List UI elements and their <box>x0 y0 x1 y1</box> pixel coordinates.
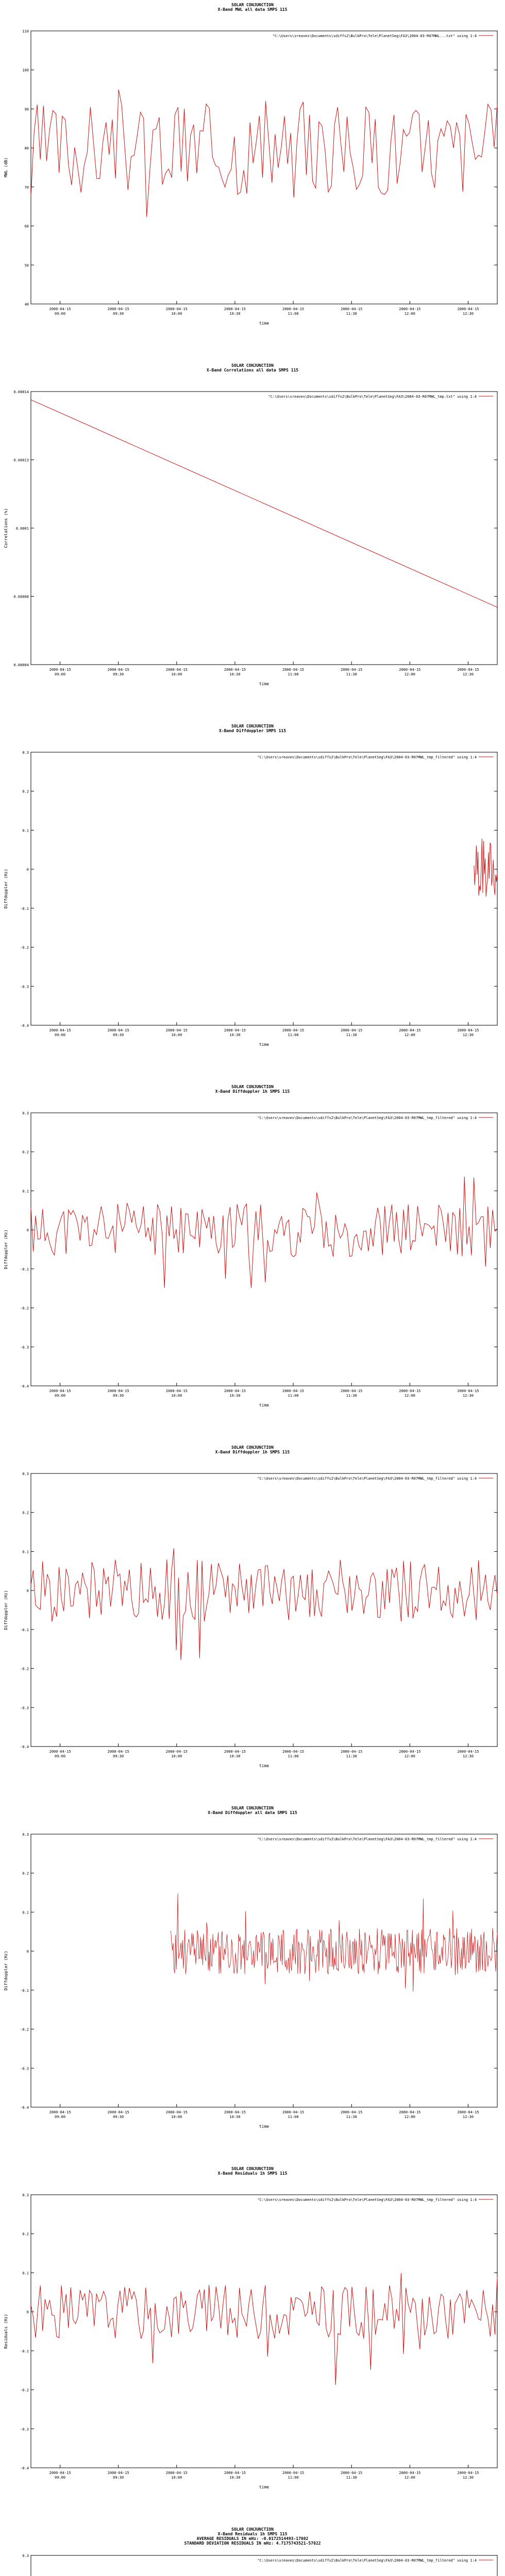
x-tick-label: 2000-04-15 <box>107 1389 129 1393</box>
series-line <box>31 1177 497 1288</box>
x-tick-label: 2000-04-15 <box>341 1750 363 1754</box>
y-tick-label: 0.1 <box>22 1189 29 1194</box>
y-tick-label: 60 <box>24 224 29 229</box>
x-tick-label: 2000-04-15 <box>107 307 129 311</box>
x-axis-label: time <box>259 1764 270 1768</box>
y-tick-label: 0.0001 <box>15 527 29 531</box>
series-line <box>31 2273 497 2385</box>
x-tick-label: 10:30 <box>229 2476 241 2480</box>
x-tick-label: 10:30 <box>229 1033 241 1037</box>
x-tick-label: 2000-04-15 <box>107 2110 129 2114</box>
legend-label: "C:\Users\sreaves\Documents\sdiffs2\BulkPro\Tele\PlanetSeg\FA3\2004-03-R07MWL_tmp_filtered" using 1:4 <box>257 2198 477 2202</box>
y-tick-label: -0.4 <box>20 1024 29 1028</box>
chart-subtitle: X-Band Residuals 1h SMPS 115 <box>217 2532 288 2536</box>
x-tick-label: 10:30 <box>229 312 241 316</box>
y-tick-label: 0.3 <box>22 1833 29 1837</box>
y-tick-label: -0.4 <box>20 1384 29 1388</box>
y-tick-label: -0.4 <box>20 2466 29 2470</box>
x-tick-label: 2000-04-15 <box>165 307 188 311</box>
y-axis-label: Diffdoppler (Hz) <box>4 1951 8 1991</box>
chart-subtitle: X-Band Diffdoppler SMPS 115 <box>218 728 287 733</box>
x-tick-label: 2000-04-15 <box>457 2110 479 2114</box>
x-tick-label: 2000-04-15 <box>457 1389 479 1393</box>
x-tick-label: 10:00 <box>171 2115 182 2119</box>
x-tick-label: 2000-04-15 <box>49 307 71 311</box>
x-tick-label: 2000-04-15 <box>49 2110 71 2114</box>
y-tick-label: 0.1 <box>22 1910 29 1915</box>
chart-title: SOLAR CONJUNCTION <box>231 1084 274 1089</box>
legend-label: "C:\Users\sreaves\Documents\sdiffs2\BulkPro\Tele\PlanetSeg\FA3\2004-03-R07MWL_tmp_filtered" using 1:4 <box>257 1477 477 1481</box>
series-line <box>31 400 497 607</box>
chart-title: SOLAR CONJUNCTION <box>231 363 274 368</box>
plot-frame <box>31 1113 497 1386</box>
x-tick-label: 09:00 <box>55 312 66 316</box>
legend-label: "C:\Users\sreaves\Documents\sdiffs2\BulkPro\Tele\PlanetSeg\FA3\2004-03-R07MWL_tmp.txt" using 1:4 <box>268 395 477 399</box>
y-tick-label: 0.1 <box>22 1550 29 1554</box>
series-line <box>171 1893 498 1992</box>
chart-panel-4 <box>0 1082 505 1443</box>
y-tick-label: 0.3 <box>22 2554 29 2558</box>
x-tick-label: 12:30 <box>462 672 474 676</box>
chart-panel-2 <box>0 361 505 721</box>
y-tick-label: 0 <box>26 1589 29 1594</box>
y-axis-label: Correlations (%) <box>4 508 8 548</box>
x-tick-label: 10:30 <box>229 1754 241 1758</box>
x-tick-label: 2000-04-15 <box>224 1028 246 1032</box>
x-axis-label: time <box>259 2124 270 2129</box>
chart-subtitle: X-Band Residuals 1h SMPS 115 <box>217 2171 288 2176</box>
y-tick-label: -0.1 <box>20 906 29 911</box>
x-tick-label: 2000-04-15 <box>49 668 71 672</box>
x-tick-label: 12:30 <box>462 1394 474 1398</box>
x-tick-label: 2000-04-15 <box>341 1028 363 1032</box>
x-tick-label: 09:30 <box>113 1754 124 1758</box>
x-tick-label: 2000-04-15 <box>341 2471 363 2475</box>
x-tick-label: 11:30 <box>346 672 357 676</box>
series-line <box>31 90 497 217</box>
x-tick-label: 2000-04-15 <box>165 668 188 672</box>
y-tick-label: -0.3 <box>20 985 29 989</box>
y-tick-label: -0.3 <box>20 1706 29 1710</box>
x-tick-label: 10:00 <box>171 2476 182 2480</box>
legend-label: "C:\Users\sreaves\Documents\sdiffs2\BulkPro\Tele\PlanetSeg\FA3\2004-03-R07MWL_tmp_filtered" using 1:4 <box>257 1837 477 1841</box>
x-tick-label: 10:00 <box>171 672 182 676</box>
plot-frame <box>31 752 497 1025</box>
y-tick-label: 0.3 <box>22 1472 29 1476</box>
x-tick-label: 11:00 <box>288 1033 299 1037</box>
x-tick-label: 12:00 <box>404 1754 415 1758</box>
chart-title: SOLAR CONJUNCTION <box>231 3 274 7</box>
chart-subtitle: X-Band MWL all data SMPS 115 <box>217 7 288 12</box>
x-tick-label: 2000-04-15 <box>165 2110 188 2114</box>
legend-label: "C:\Users\sreaves\Documents\sdiffs2\BulkPro\Tele\PlanetSeg\FA3\2004-03-R07MWL_tmp_filtered" using 1:4 <box>257 1116 477 1120</box>
x-tick-label: 09:00 <box>55 2476 66 2480</box>
y-tick-label: 0.2 <box>22 789 29 794</box>
chart-subtitle: X-Band Diffdoppler 1h SMPS 115 <box>215 1089 290 1094</box>
y-tick-label: 100 <box>22 68 29 73</box>
plot-frame <box>31 2195 497 2468</box>
y-axis-label: Diffdoppler (Hz) <box>4 1229 8 1269</box>
chart-title: SOLAR CONJUNCTION <box>231 1806 274 1810</box>
x-tick-label: 2000-04-15 <box>224 1750 246 1754</box>
y-tick-label: -0.2 <box>20 1306 29 1311</box>
y-tick-label: -0.3 <box>20 2427 29 2432</box>
x-tick-label: 10:00 <box>171 312 182 316</box>
x-tick-label: 12:00 <box>404 1394 415 1398</box>
x-tick-label: 12:30 <box>462 1033 474 1037</box>
y-tick-label: 0.3 <box>22 1111 29 1115</box>
x-tick-label: 2000-04-15 <box>165 1750 188 1754</box>
chart-subtitle: STANDARD DEVIATION RESIDUALS IN mHz: 4.7175743521-57822 <box>184 2541 321 2546</box>
x-tick-label: 2000-04-15 <box>224 307 246 311</box>
x-tick-label: 2000-04-15 <box>399 307 421 311</box>
y-tick-label: 0 <box>26 1228 29 1233</box>
x-tick-label: 12:30 <box>462 2115 474 2119</box>
y-axis-label: MWL (dB) <box>4 157 8 178</box>
chart-panel-8 <box>0 2524 505 2576</box>
x-tick-label: 09:30 <box>113 672 124 676</box>
y-tick-label: -0.1 <box>20 1267 29 1272</box>
x-tick-label: 2000-04-15 <box>224 2471 246 2475</box>
y-tick-label: -0.1 <box>20 2349 29 2353</box>
chart-panel-6 <box>0 1803 505 2164</box>
x-tick-label: 12:30 <box>462 1754 474 1758</box>
x-tick-label: 2000-04-15 <box>341 307 363 311</box>
x-tick-label: 11:30 <box>346 1754 357 1758</box>
x-tick-label: 11:00 <box>288 2115 299 2119</box>
y-tick-label: 0.1 <box>22 828 29 833</box>
x-tick-label: 2000-04-15 <box>49 1750 71 1754</box>
x-tick-label: 2000-04-15 <box>107 2471 129 2475</box>
x-tick-label: 09:00 <box>55 2115 66 2119</box>
y-tick-label: 0 <box>26 1950 29 1954</box>
y-tick-label: 0.3 <box>22 751 29 755</box>
x-tick-label: 2000-04-15 <box>282 1028 305 1032</box>
x-tick-label: 2000-04-15 <box>165 1389 188 1393</box>
chart-title: SOLAR CONJUNCTION <box>231 724 274 728</box>
x-tick-label: 2000-04-15 <box>282 2471 305 2475</box>
y-tick-label: -0.3 <box>20 2066 29 2071</box>
x-tick-label: 2000-04-15 <box>399 1750 421 1754</box>
y-tick-label: 70 <box>24 185 29 190</box>
chart-panel-5 <box>0 1443 505 1803</box>
chart-panel-3 <box>0 721 505 1082</box>
x-axis-label: time <box>259 1042 270 1047</box>
x-tick-label: 11:00 <box>288 2476 299 2480</box>
x-tick-label: 09:30 <box>113 1033 124 1037</box>
y-tick-label: 0 <box>26 2310 29 2315</box>
x-tick-label: 2000-04-15 <box>457 1028 479 1032</box>
y-tick-label: 0.00013 <box>13 458 29 463</box>
chart-title: SOLAR CONJUNCTION <box>231 1445 274 1450</box>
x-tick-label: 2000-04-15 <box>399 2471 421 2475</box>
y-tick-label: -0.4 <box>20 1745 29 1749</box>
x-tick-label: 2000-04-15 <box>399 2110 421 2114</box>
y-tick-label: 0.3 <box>22 2193 29 2197</box>
x-tick-label: 2000-04-15 <box>107 1750 129 1754</box>
x-axis-label: time <box>259 682 270 686</box>
y-tick-label: -0.1 <box>20 1988 29 1993</box>
chart-panel-7 <box>0 2164 505 2524</box>
chart-subtitle: X-Band Correlations all data SMPS 115 <box>206 368 299 372</box>
x-tick-label: 12:00 <box>404 2476 415 2480</box>
x-tick-label: 2000-04-15 <box>282 668 305 672</box>
x-tick-label: 2000-04-15 <box>165 1028 188 1032</box>
y-tick-label: 110 <box>22 29 29 33</box>
chart-subtitle: AVERAGE RESIDUALS IN mHz: -0.0172514493-17802 <box>196 2536 309 2541</box>
x-tick-label: 2000-04-15 <box>399 668 421 672</box>
plot-frame <box>31 392 497 665</box>
x-axis-label: time <box>259 321 270 326</box>
x-tick-label: 11:00 <box>288 672 299 676</box>
x-tick-label: 12:30 <box>462 312 474 316</box>
y-tick-label: -0.2 <box>20 945 29 950</box>
x-tick-label: 2000-04-15 <box>224 2110 246 2114</box>
x-tick-label: 2000-04-15 <box>165 2471 188 2475</box>
x-tick-label: 2000-04-15 <box>224 668 246 672</box>
x-tick-label: 11:00 <box>288 1394 299 1398</box>
legend-label: "C:\Users\sreaves\Documents\sdiffs2\BulkPro\Tele\PlanetSeg\FA3\2004-03-R07MWL...txt" using 1:4 <box>272 34 477 38</box>
y-tick-label: -0.2 <box>20 2027 29 2032</box>
x-tick-label: 2000-04-15 <box>49 1028 71 1032</box>
x-tick-label: 2000-04-15 <box>399 1389 421 1393</box>
chart-title: SOLAR CONJUNCTION <box>231 2527 274 2532</box>
x-tick-label: 2000-04-15 <box>341 668 363 672</box>
legend-label: "C:\Users\sreaves\Documents\sdiffs2\BulkPro\Tele\PlanetSeg\FA3\2004-03-R07MWL_tmp_filtered" using 1:4 <box>257 2558 477 2563</box>
chart-subtitle: X-Band Diffdoppler 1h SMPS 115 <box>215 1450 290 1454</box>
x-tick-label: 09:00 <box>55 1394 66 1398</box>
x-tick-label: 2000-04-15 <box>49 1389 71 1393</box>
x-tick-label: 10:30 <box>229 2115 241 2119</box>
x-tick-label: 2000-04-15 <box>341 2110 363 2114</box>
x-tick-label: 12:00 <box>404 2115 415 2119</box>
x-tick-label: 09:00 <box>55 1033 66 1037</box>
x-tick-label: 12:00 <box>404 312 415 316</box>
x-axis-label: time <box>259 1403 270 1408</box>
y-axis-label: Residuals (Hz) <box>4 2314 8 2349</box>
x-tick-label: 09:30 <box>113 1394 124 1398</box>
chart-title: SOLAR CONJUNCTION <box>231 2166 274 2171</box>
x-tick-label: 11:30 <box>346 1394 357 1398</box>
y-tick-label: 0.2 <box>22 2232 29 2236</box>
legend-label: "C:\Users\sreaves\Documents\sdiffs2\BulkPro\Tele\PlanetSeg\FA3\2004-03-R07MWL_tmp_filtered" using 1:4 <box>257 755 477 759</box>
y-tick-label: 40 <box>24 302 29 307</box>
x-tick-label: 09:00 <box>55 1754 66 1758</box>
chart-panel-1 <box>0 0 505 361</box>
x-tick-label: 2000-04-15 <box>282 307 305 311</box>
x-tick-label: 10:00 <box>171 1394 182 1398</box>
y-tick-label: 0.00004 <box>13 663 29 667</box>
y-tick-label: -0.1 <box>20 1628 29 1632</box>
x-tick-label: 11:00 <box>288 312 299 316</box>
x-tick-label: 09:00 <box>55 672 66 676</box>
y-tick-label: -0.3 <box>20 1345 29 1350</box>
y-tick-label: 0.2 <box>22 1871 29 1876</box>
x-tick-label: 11:30 <box>346 312 357 316</box>
series-line <box>474 839 497 896</box>
x-tick-label: 2000-04-15 <box>107 668 129 672</box>
x-tick-label: 2000-04-15 <box>457 668 479 672</box>
x-tick-label: 2000-04-15 <box>282 1389 305 1393</box>
x-tick-label: 10:30 <box>229 1394 241 1398</box>
x-tick-label: 12:00 <box>404 1033 415 1037</box>
x-tick-label: 2000-04-15 <box>399 1028 421 1032</box>
y-tick-label: 80 <box>24 146 29 151</box>
x-tick-label: 2000-04-15 <box>457 2471 479 2475</box>
x-tick-label: 2000-04-15 <box>457 1750 479 1754</box>
x-tick-label: 11:00 <box>288 1754 299 1758</box>
x-tick-label: 2000-04-15 <box>457 307 479 311</box>
x-tick-label: 2000-04-15 <box>49 2471 71 2475</box>
plot-frame <box>31 1834 497 2107</box>
y-tick-label: 0.00008 <box>13 595 29 599</box>
x-tick-label: 2000-04-15 <box>282 2110 305 2114</box>
y-tick-label: -0.2 <box>20 2388 29 2393</box>
y-tick-label: 0.2 <box>22 1511 29 1515</box>
y-tick-label: -0.2 <box>20 1667 29 1671</box>
x-tick-label: 12:00 <box>404 672 415 676</box>
x-tick-label: 2000-04-15 <box>341 1389 363 1393</box>
y-tick-label: 0.2 <box>22 1150 29 1155</box>
y-tick-label: 0.00014 <box>13 390 29 394</box>
y-axis-label: Diffdoppler (Hz) <box>4 1590 8 1630</box>
x-tick-label: 2000-04-15 <box>282 1750 305 1754</box>
y-tick-label: 50 <box>24 263 29 268</box>
x-tick-label: 11:30 <box>346 2476 357 2480</box>
x-tick-label: 10:00 <box>171 1033 182 1037</box>
x-tick-label: 09:30 <box>113 2476 124 2480</box>
x-axis-label: time <box>259 2485 270 2489</box>
y-axis-label: Diffdoppler (Hz) <box>4 869 8 909</box>
series-line <box>31 1548 497 1660</box>
x-tick-label: 11:30 <box>346 2115 357 2119</box>
x-tick-label: 09:30 <box>113 312 124 316</box>
y-tick-label: 0.1 <box>22 2271 29 2276</box>
x-tick-label: 10:30 <box>229 672 241 676</box>
x-tick-label: 12:30 <box>462 2476 474 2480</box>
x-tick-label: 2000-04-15 <box>107 1028 129 1032</box>
y-tick-label: 0 <box>26 868 29 872</box>
x-tick-label: 10:00 <box>171 1754 182 1758</box>
y-tick-label: 90 <box>24 107 29 112</box>
x-tick-label: 11:30 <box>346 1033 357 1037</box>
x-tick-label: 2000-04-15 <box>224 1389 246 1393</box>
chart-subtitle: X-Band Diffdoppler all data SMPS 115 <box>208 1810 297 1815</box>
y-tick-label: -0.4 <box>20 2106 29 2110</box>
x-tick-label: 09:30 <box>113 2115 124 2119</box>
